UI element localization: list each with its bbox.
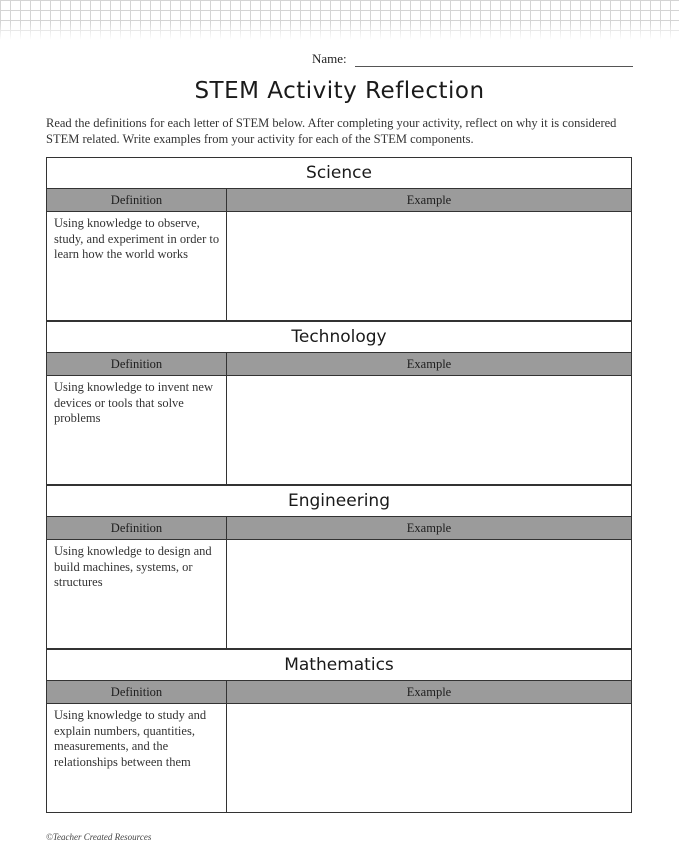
section-body (47, 540, 631, 649)
example-field[interactable] (227, 540, 631, 649)
copyright-footer: ©Teacher Created Resources (46, 832, 152, 842)
example-field[interactable] (227, 212, 631, 321)
example-header: Example (406, 685, 452, 699)
example-header: Example (406, 357, 452, 371)
section-title: Technology (47, 322, 631, 353)
section-science (46, 157, 632, 321)
name-field[interactable] (355, 54, 633, 67)
section-body (47, 704, 631, 813)
definition-text: Using knowledge to observe, study, and experiment in order to learn how the world works (47, 212, 227, 321)
definition-text: Using knowledge to invent new devices or tools that solve problems (47, 376, 227, 485)
section-body (47, 376, 631, 485)
section-engineering (46, 485, 632, 649)
definition-header: Definition (47, 353, 227, 375)
instructions: Read the definitions for each letter of STEM below. After completing your activity, reflect on why it is considered STEM related. Write examples from your activity for each of the STEM components. (46, 116, 617, 146)
definition-header: Definition (47, 517, 227, 539)
column-header-row (47, 353, 631, 376)
name-row (312, 51, 633, 67)
column-header-row (47, 189, 631, 212)
name-label: Name: (312, 51, 347, 66)
section-technology (46, 321, 632, 485)
column-header-row (47, 517, 631, 540)
example-header: Example (406, 193, 452, 207)
definition-text: Using knowledge to design and build machines, systems, or structures (47, 540, 227, 649)
example-field[interactable] (227, 704, 631, 813)
section-body (47, 212, 631, 321)
section-title: Science (47, 158, 631, 189)
page-title: STEM Activity Reflection (194, 78, 485, 104)
column-header-row (47, 681, 631, 704)
definition-header: Definition (47, 681, 227, 703)
section-mathematics (46, 649, 632, 813)
section-title: Mathematics (47, 650, 631, 681)
graph-paper-fade (0, 0, 679, 40)
example-header: Example (406, 521, 452, 535)
definition-header: Definition (47, 189, 227, 211)
example-field[interactable] (227, 376, 631, 485)
definition-text: Using knowledge to study and explain numbers, quantities, measurements, and the relationships between them (47, 704, 227, 813)
section-title: Engineering (47, 486, 631, 517)
